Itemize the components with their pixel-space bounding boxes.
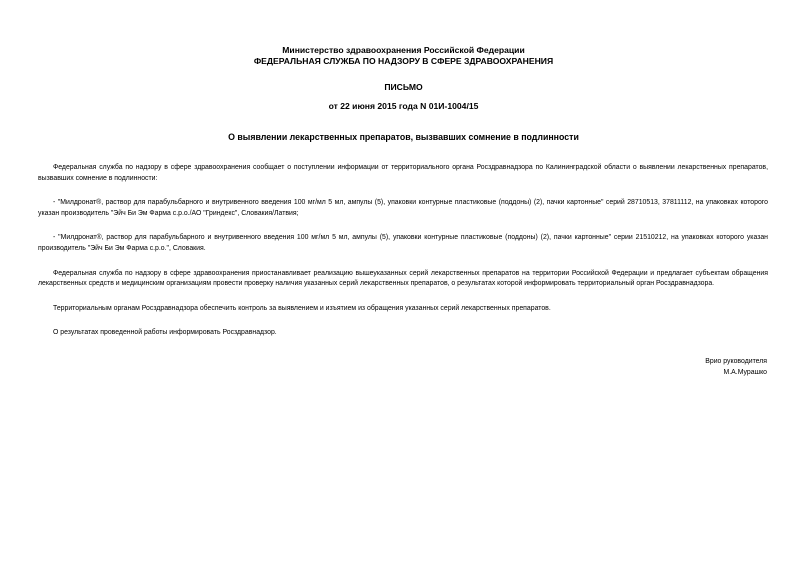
- body-paragraph-suspension: Федеральная служба по надзору в сфере здравоохранения приостанавливает реализацию вышеуказанных серий лекарственных препаратов на территории Российской Федерации и предлагает субъектам обращения лекарственных средств и медицинским организациям провести проверку наличия указанных серий лекарственных препаратов, о результатах которой информировать территориальный орган Росздравнадзора.: [38, 269, 768, 288]
- letter-body: [38, 163, 768, 353]
- signature-name: М.А.Мурашко: [723, 369, 767, 376]
- service-name: ФЕДЕРАЛЬНАЯ СЛУЖБА ПО НАДЗОРУ В СФЕРЕ ЗДРАВООХРАНЕНИЯ: [253, 56, 554, 66]
- ministry-name: Министерство здравоохранения Российской Федерации: [282, 45, 525, 55]
- body-paragraph-item-2: - "Милдронат®, раствор для парабульбарного и внутривенного введения 100 мг/мл 5 мл, ампулы (5), упаковки контурные пластиковые (поддоны) (2), пачки картонные" серии 21510212, на упаковках которого указан производитель "Эйч Би Эм Фарма с.р.о.", Словакия.: [38, 234, 768, 252]
- letter-kind: ПИСЬМО: [384, 82, 423, 92]
- signature-position: Врио руководителя: [705, 358, 767, 365]
- letter-subject: О выявлении лекарственных препаратов, вызвавших сомнение в подлинности: [228, 132, 579, 142]
- body-paragraph-item-1: - "Милдронат®, раствор для парабульбарного и внутривенного введения 100 мг/мл 5 мл, ампулы (5), упаковки контурные пластиковые (поддоны) (2), пачки картонные" серий 28710513, 37811112, на упаковках которого указан производитель "Эйч Би Эм Фарма с.р.о./АО "Гриндекс", Словакия/Латвия;: [38, 199, 768, 217]
- body-paragraph-control: Территориальным органам Росздравнадзора обеспечить контроль за выявлением и изъятием из обращения указанных серий лекарственных препаратов.: [53, 304, 551, 312]
- document-header: [0, 45, 807, 67]
- body-paragraph-intro: Федеральная служба по надзору в сфере здравоохранения сообщает о поступлении информации от территориального органа Росздравнадзора по Калининградской области о выявлении лекарственных препаратов, вызвавших сомнение в подлинности:: [38, 164, 768, 182]
- letter-date-number: от 22 июня 2015 года N 01И-1004/15: [328, 101, 479, 111]
- body-paragraph-report: О результатах проведенной работы информировать Росздравнадзор.: [53, 329, 277, 337]
- signature-block: [705, 356, 767, 378]
